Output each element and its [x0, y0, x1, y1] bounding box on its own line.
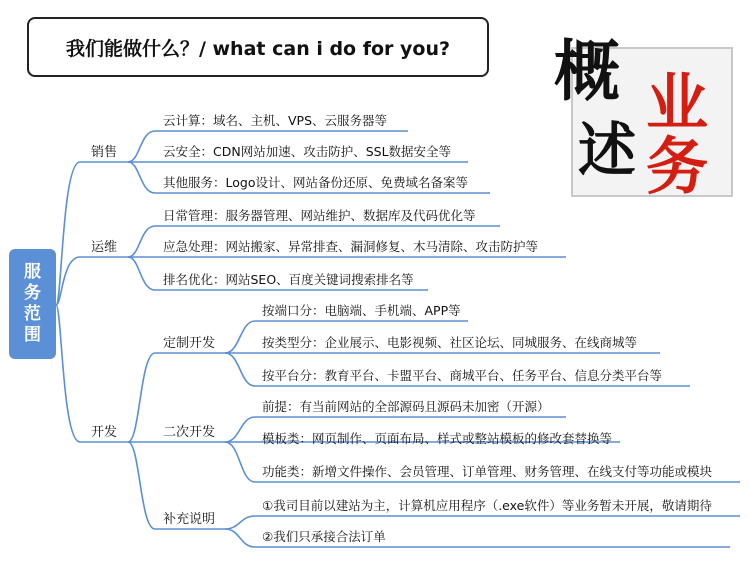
- category-dev: 开发: [91, 425, 118, 440]
- secondary-item-template: 模板类：网页制作、页面布局、样式或整站模板的修改套替换等: [262, 431, 613, 446]
- custom-item-by-type: 按类型分：企业展示、电影视频、社区论坛、同城服务、在线商城等: [262, 335, 638, 350]
- custom-item-by-platform: 按平台分：教育平台、卡盟平台、商城平台、任务平台、信息分类平台等: [262, 368, 663, 383]
- logo-char-2: 述: [578, 116, 637, 184]
- notes-item-2: ②我们只承接合法订单: [262, 529, 386, 544]
- root-char: 围: [24, 325, 41, 345]
- dev-sub-custom: 定制开发: [163, 336, 216, 351]
- notes-item-1: ①我司目前以建站为主，计算机应用程序（.exe软件）等业务暂未开展，敬请期待: [262, 498, 712, 513]
- dev-sub-notes: 补充说明: [163, 512, 216, 527]
- sales-item-other-services: 其他服务：Logo设计、网站备份还原、免费域名备案等: [163, 175, 468, 190]
- category-ops: 运维: [91, 240, 118, 255]
- page-title: 我们能做什么？/ what can i do for you?: [65, 37, 451, 60]
- sales-item-cloud-computing: 云计算：域名、主机、VPS、云服务器等: [163, 113, 388, 128]
- ops-item-ranking: 排名优化：网站SEO、百度关键词搜索排名等: [163, 272, 414, 287]
- root-char: 范: [24, 304, 41, 324]
- root-char: 务: [24, 283, 41, 303]
- ops-item-daily-management: 日常管理：服务器管理、网站维护、数据库及代码优化等: [163, 208, 476, 223]
- category-sales: 销售: [91, 145, 118, 160]
- sales-item-cloud-security: 云安全：CDN网站加速、攻击防护、SSL数据安全等: [163, 144, 452, 159]
- secondary-item-function: 功能类：新增文件操作、会员管理、订单管理、财务管理、在线支付等功能或模块: [262, 464, 713, 479]
- root-char: 服: [24, 262, 41, 282]
- logo-char-1: 概: [554, 33, 620, 110]
- root-node: [9, 249, 56, 359]
- ops-item-emergency: 应急处理：网站搬家、异常排查、漏洞修复、木马清除、攻击防护等: [163, 239, 539, 254]
- logo-char-3: 业: [646, 66, 709, 139]
- custom-item-by-port: 按端口分：电脑端、手机端、APP等: [262, 303, 461, 318]
- dev-sub-secondary: 二次开发: [163, 425, 216, 440]
- secondary-item-prerequisite: 前提：有当前网站的全部源码且源码未加密（开源）: [262, 399, 550, 414]
- logo-char-4: 务: [646, 130, 709, 202]
